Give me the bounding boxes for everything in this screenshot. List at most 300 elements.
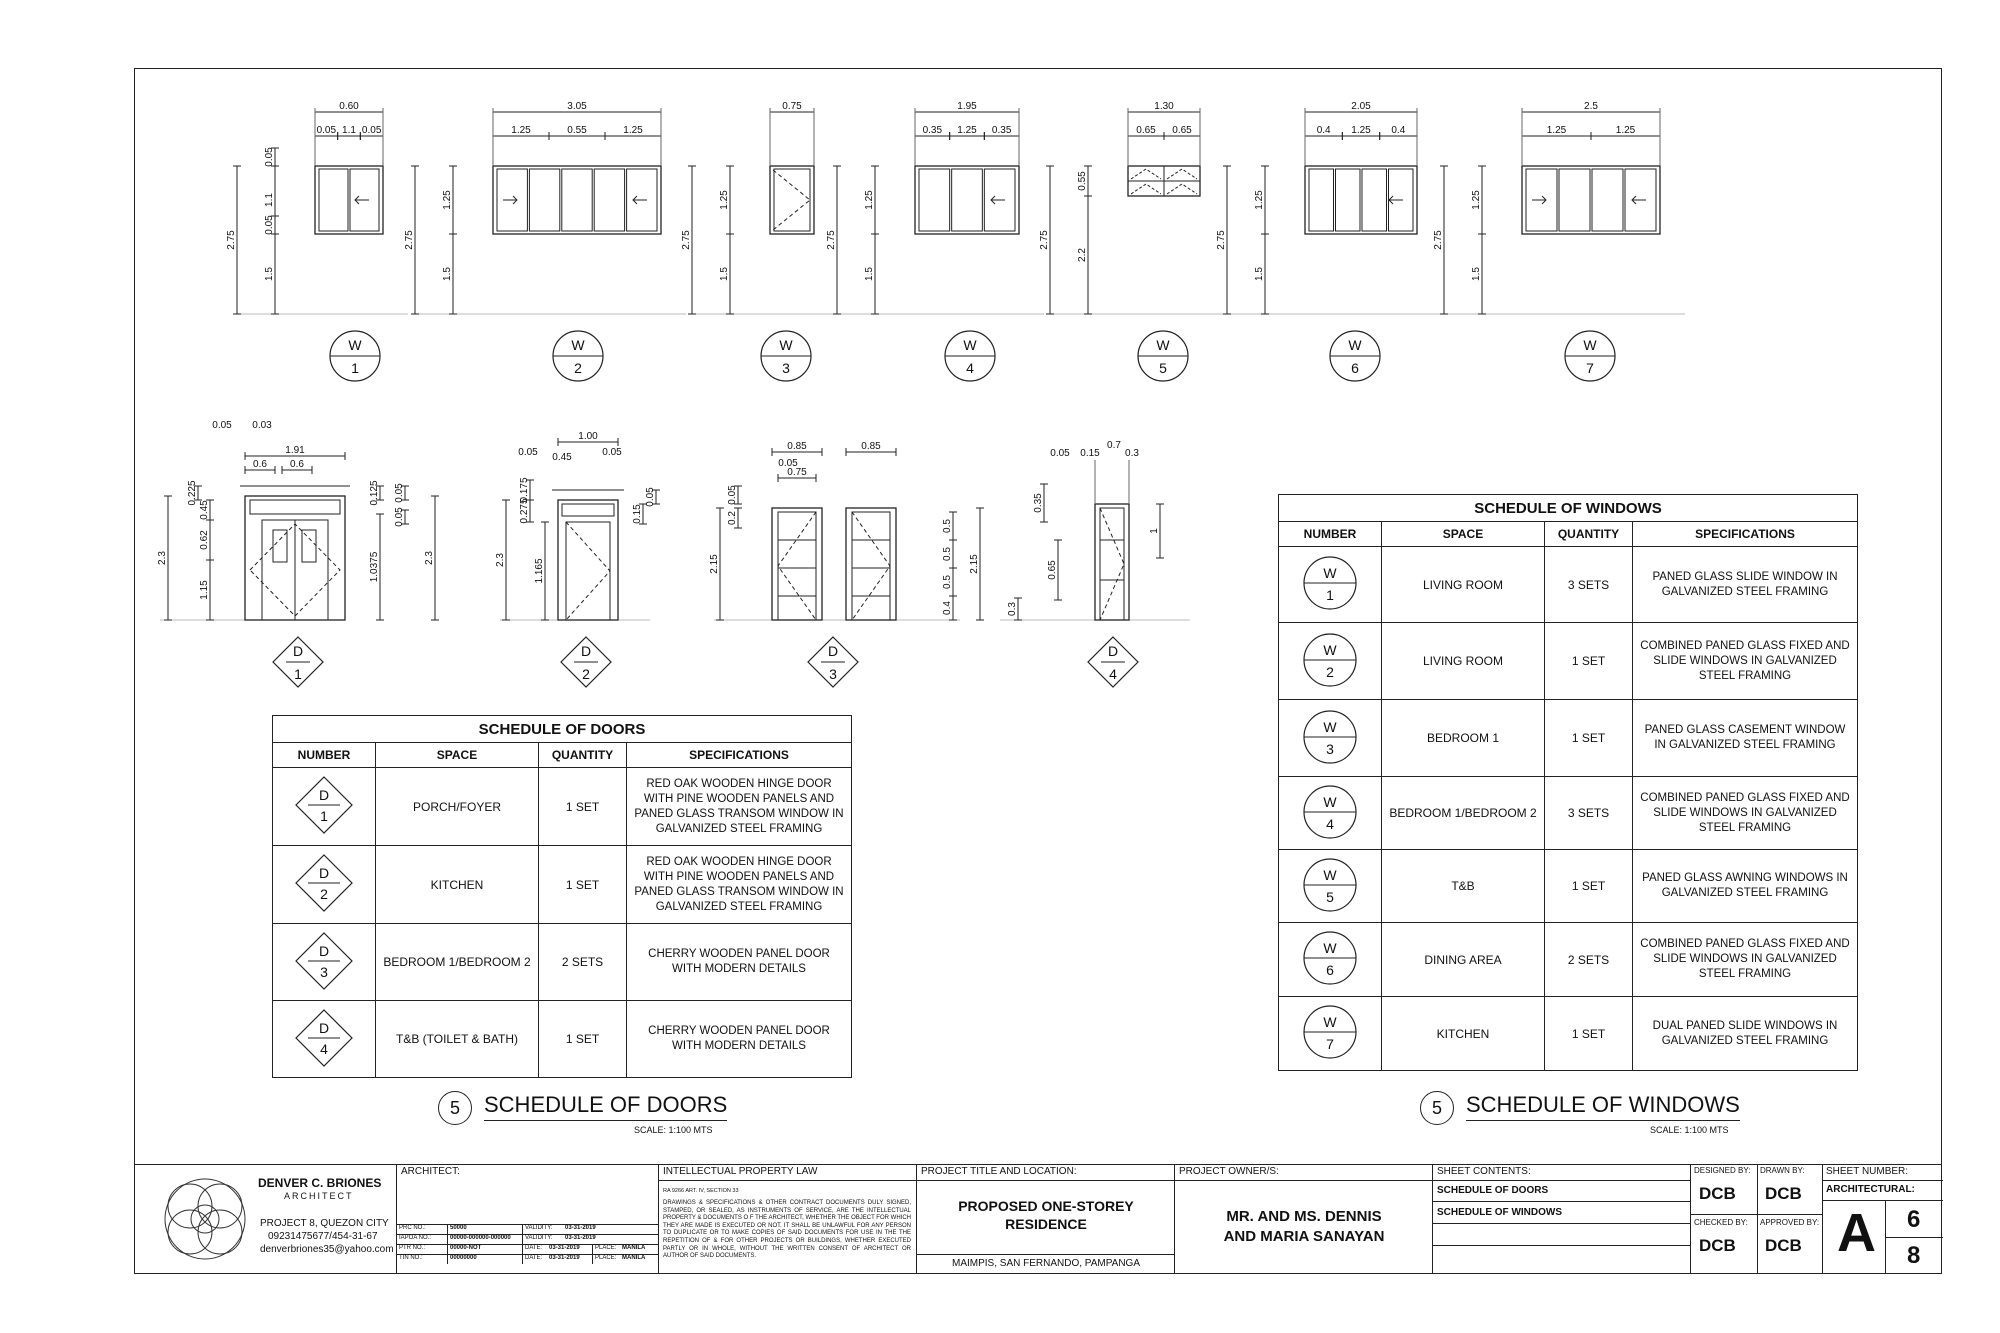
door-leaf xyxy=(852,512,890,620)
architect-address: PROJECT 8, QUEZON CITY xyxy=(260,1218,389,1229)
door-elevation-d4 xyxy=(1000,440,1190,620)
dimension-label: 1.25 xyxy=(623,125,643,136)
door-spec: RED OAK WOODEN HINGE DOOR WITH PINE WOODEN PANELS AND PANED GLASS TRANSOM WINDOW IN GALVANIZED STEEL FRAMING xyxy=(627,768,852,846)
window-quantity: 3 SETS xyxy=(1545,547,1633,623)
window-quantity: 1 SET xyxy=(1545,850,1633,923)
dimension-label: 2.2 xyxy=(1077,248,1088,262)
detail-number: 5 xyxy=(1420,1091,1454,1125)
window-pane xyxy=(319,169,348,231)
project-owners xyxy=(1174,1164,1432,1274)
sheet-contents xyxy=(1432,1164,1690,1274)
window-pane xyxy=(952,169,983,231)
window-pane xyxy=(1362,169,1387,231)
door-mark-d2 xyxy=(294,853,354,913)
license-value: 00000-000000-000000 xyxy=(450,1235,511,1241)
dimension-label: 1 xyxy=(1149,528,1160,534)
mark-number: 2 xyxy=(574,360,582,376)
dimension-label: 0.05 xyxy=(518,447,538,458)
dimension-label: 0.85 xyxy=(861,441,881,452)
dimension-label: 0.05 xyxy=(264,215,275,235)
windows-caption-title: SCHEDULE OF WINDOWS xyxy=(1466,1092,1740,1121)
drawn-by: DCB xyxy=(1765,1184,1802,1203)
window-frame xyxy=(770,166,814,234)
license-value: MANILA xyxy=(622,1255,646,1261)
slide-arrow xyxy=(991,196,1005,204)
dimension-label: 0.225 xyxy=(187,480,198,506)
door-leaf xyxy=(566,522,610,620)
dimension-label: 2.75 xyxy=(404,230,415,250)
doors-header-specifications: SPECIFICATIONS xyxy=(627,743,852,768)
dimension-label: 1.30 xyxy=(1154,101,1174,112)
license-key: PLACE: xyxy=(595,1255,617,1261)
dimension-label: 0.65 xyxy=(1172,125,1192,136)
svg-text:W: W xyxy=(1323,718,1337,735)
door-quantity: 1 SET xyxy=(539,1001,627,1078)
doors-header-quantity: QUANTITY xyxy=(539,743,627,768)
license-value: 03-31-2019 xyxy=(565,1235,596,1241)
dimension-label: 2.3 xyxy=(424,551,435,565)
dimension-label: 0.75 xyxy=(787,467,807,478)
dimension-label: 0.5 xyxy=(942,519,953,533)
doors-header-number: NUMBER xyxy=(273,743,376,768)
door-space: KITCHEN xyxy=(376,846,539,924)
door-space: BEDROOM 1/BEDROOM 2 xyxy=(376,924,539,1001)
checked-by: DCB xyxy=(1699,1236,1736,1255)
dimension-label: 0.55 xyxy=(1077,171,1088,191)
table-row xyxy=(1279,850,1858,923)
window-mark-cell xyxy=(1279,700,1382,777)
dimension-label: 0.2 xyxy=(727,511,738,525)
window-mark xyxy=(553,331,603,381)
window-mark xyxy=(1138,331,1188,381)
door-space: T&B (TOILET & BATH) xyxy=(376,1001,539,1078)
dimension-label: 0.4 xyxy=(942,601,953,615)
mark-number: 4 xyxy=(966,360,974,376)
architect-logo xyxy=(150,1166,260,1272)
svg-text:3: 3 xyxy=(1326,740,1334,757)
dimension-label: 1.25 xyxy=(1615,125,1636,136)
window-pane xyxy=(1559,169,1590,231)
dimension-label: 1.15 xyxy=(199,580,210,600)
mark-letter: D xyxy=(827,643,839,659)
svg-text:6: 6 xyxy=(1326,962,1334,978)
svg-text:4: 4 xyxy=(320,1040,328,1057)
svg-text:D: D xyxy=(318,942,330,959)
drawn-by-label: DRAWN BY: xyxy=(1760,1166,1805,1175)
slide-arrow xyxy=(1632,196,1646,204)
license-value: MANILA xyxy=(622,1245,646,1251)
architect-license xyxy=(396,1164,658,1274)
window-space: LIVING ROOM xyxy=(1382,623,1545,700)
dimension-label: 1.25 xyxy=(511,125,531,136)
door-glass xyxy=(302,530,316,562)
door-swing xyxy=(852,512,890,620)
dimension-label: 1.165 xyxy=(534,558,545,584)
dimension-label: 0.65 xyxy=(1047,560,1058,580)
dimension-label: 1.25 xyxy=(719,190,730,210)
slide-arrow xyxy=(503,196,517,204)
dimension-label: 1.5 xyxy=(1471,267,1482,281)
dimension-label: 0.6 xyxy=(253,459,267,470)
architect-info xyxy=(134,1164,396,1274)
window-mark-cell xyxy=(1279,547,1382,623)
doors-schedule-title: SCHEDULE OF DOORS xyxy=(273,716,852,743)
window-quantity: 1 SET xyxy=(1545,700,1633,777)
dimension-label: 1.5 xyxy=(719,267,730,281)
dimension-label: 0.05 xyxy=(602,447,622,458)
license-value: 00000-NOT xyxy=(450,1245,482,1251)
dimension-label: 0.3 xyxy=(1125,448,1139,459)
door-mark-cell xyxy=(273,846,376,924)
dimension-label: 0.05 xyxy=(727,485,738,505)
dimension-label: 0.05 xyxy=(394,507,405,527)
dimension-label: 2.75 xyxy=(226,230,237,250)
sheet-total: 8 xyxy=(1907,1242,1921,1269)
dimension-label: 1.5 xyxy=(264,267,275,281)
mark-number: 5 xyxy=(1159,360,1167,376)
sheet-letter: A xyxy=(1837,1203,1876,1263)
dimension-label: 2.05 xyxy=(1351,101,1371,112)
mark-letter: W xyxy=(348,337,362,353)
dimension-label: 2.15 xyxy=(969,554,980,574)
license-key: PTR NO.: xyxy=(399,1245,426,1251)
architect-name: DENVER C. BRIONES xyxy=(258,1176,382,1190)
dimension-label: 0.05 xyxy=(1050,448,1070,459)
door-mark xyxy=(808,637,858,687)
windows-header-space: SPACE xyxy=(1382,522,1545,547)
awning-swing xyxy=(1167,169,1197,179)
window-spec: PANED GLASS AWNING WINDOWS IN GALVANIZED STEEL FRAMING xyxy=(1633,850,1858,923)
intellectual-property xyxy=(658,1164,916,1274)
dimension-label: 0.85 xyxy=(787,441,807,452)
sheet-number xyxy=(1822,1164,1942,1274)
svg-text:7: 7 xyxy=(1326,1036,1334,1052)
window-elevation-w1 xyxy=(226,101,408,381)
transom-window xyxy=(250,500,340,514)
door-quantity: 1 SET xyxy=(539,768,627,846)
mark-number: 6 xyxy=(1351,360,1359,376)
license-key: IAPOA NO.: xyxy=(399,1235,432,1241)
checked-by-label: CHECKED BY: xyxy=(1694,1218,1748,1227)
window-mark xyxy=(761,331,811,381)
dimension-label: 0.60 xyxy=(339,101,359,112)
window-space: BEDROOM 1/BEDROOM 2 xyxy=(1382,777,1545,850)
table-row xyxy=(1279,700,1858,777)
window-pane xyxy=(562,169,592,231)
svg-text:1: 1 xyxy=(320,808,328,824)
sheet-number-label: SHEET NUMBER: xyxy=(1826,1166,1909,1177)
schedule-of-doors-table xyxy=(272,715,852,1078)
mark-number: 3 xyxy=(782,360,790,376)
license-value: 03-31-2019 xyxy=(549,1245,580,1251)
window-quantity: 3 SETS xyxy=(1545,777,1633,850)
door-mark xyxy=(273,637,323,687)
title-block xyxy=(134,1164,1942,1274)
dimension-label: 0.75 xyxy=(782,101,802,112)
door-mark-d1 xyxy=(294,775,354,835)
door-elevation-d2 xyxy=(495,431,660,620)
contents-item-2: SCHEDULE OF WINDOWS xyxy=(1437,1207,1562,1218)
contents-item-1: SCHEDULE OF DOORS xyxy=(1437,1185,1549,1196)
dimension-label: 0.6 xyxy=(290,459,304,470)
dimension-label: 0.5 xyxy=(942,547,953,561)
dimension-label: 1.95 xyxy=(957,101,977,112)
dimension-label: 0.125 xyxy=(369,480,380,506)
svg-text:D: D xyxy=(318,787,330,803)
license-key: PRC NO.: xyxy=(399,1225,426,1231)
window-pane xyxy=(594,169,624,231)
svg-text:W: W xyxy=(1323,866,1337,883)
dimension-label: 1.25 xyxy=(864,190,875,210)
window-elevation-w6 xyxy=(1216,101,1442,381)
architect-label: ARCHITECT: xyxy=(401,1166,460,1177)
ip-text: DRAWINGS & SPECIFICATIONS & OTHER CONTRACT DOCUMENTS DULY SIGNED, STAMPED, OR SEALED, AS INSTRUMENTS OF SERVICE, ARE THE INTELLECTUAL PROPERTY & DOCUMENTS O F THE ARCHITECT, WHETHER THE OBJECT FOR WHICH THEY ARE MADE IS EXECUTED OR NOT. IT SHALL BE UNLAWFUL FOR ANY PERSON TO DUPLICATE OR TO MAKE COPIES OF SAID DOCUMENTS FOR USE IN THE THE REPETITION OF & FOR OTHER PROJECTS OR BUILDINGS, WHETHER EXECUTED PARTLY OR IN WHOLE, WITHOUT THE WRITTEN CONSENT OF ARCHITECT OR AUTHOR OF SAID DOCUMENTS. xyxy=(663,1200,911,1260)
door-quantity: 2 SETS xyxy=(539,924,627,1001)
door-elevation-d3 xyxy=(709,441,984,620)
dimension-label: 0.15 xyxy=(632,504,643,524)
windows-header-quantity: QUANTITY xyxy=(1545,522,1633,547)
transom-window xyxy=(562,504,614,516)
window-spec: COMBINED PANED GLASS FIXED AND SLIDE WINDOWS IN GALVANIZED STEEL FRAMING xyxy=(1633,623,1858,700)
awning-swing xyxy=(1131,169,1161,179)
door-leaf xyxy=(1100,508,1124,620)
mark-letter: W xyxy=(1583,337,1597,353)
window-mark-cell xyxy=(1279,923,1382,997)
door-elevation-d1 xyxy=(157,420,439,620)
dimension-label: 2.75 xyxy=(826,230,837,250)
dimension-label: 1.0375 xyxy=(369,551,380,583)
door-elevations xyxy=(157,420,1190,687)
door-leaf xyxy=(778,512,816,620)
door-frame xyxy=(558,500,618,620)
sheet-discipline: ARCHITECTURAL: xyxy=(1826,1184,1915,1195)
owner-line1: MR. AND MS. DENNIS xyxy=(1226,1208,1382,1225)
dimension-label: 0.05 xyxy=(361,125,382,136)
svg-text:5: 5 xyxy=(1326,888,1334,905)
door-swing xyxy=(566,522,610,620)
dimension-label: 1.1 xyxy=(342,125,356,136)
window-mark-w1 xyxy=(1301,554,1359,612)
dimension-label: 0.45 xyxy=(552,452,572,463)
table-row xyxy=(1279,777,1858,850)
awning-swing xyxy=(1131,184,1161,194)
mark-letter: D xyxy=(580,643,592,659)
dimension-label: 0.05 xyxy=(264,147,275,167)
dimension-label: 1.25 xyxy=(1471,190,1482,210)
dimension-label: 0.05 xyxy=(394,483,405,503)
license-key: DATE: xyxy=(525,1245,543,1251)
svg-text:W: W xyxy=(1323,565,1337,581)
owner-label: PROJECT OWNER/S: xyxy=(1179,1166,1279,1177)
doors-caption-title: SCHEDULE OF DOORS xyxy=(484,1092,727,1121)
dimension-label: 0.62 xyxy=(199,530,210,550)
dimension-label: 0.4 xyxy=(1391,125,1406,136)
svg-text:D: D xyxy=(318,865,330,881)
dimension-label: 2.3 xyxy=(157,551,168,565)
slide-arrow xyxy=(633,196,647,204)
table-row xyxy=(1279,623,1858,700)
dimension-label: 0.45 xyxy=(199,500,210,520)
dimension-label: 2.75 xyxy=(681,230,692,250)
dimension-label: 0.55 xyxy=(567,125,587,136)
doors-header-space: SPACE xyxy=(376,743,539,768)
window-mark-w2 xyxy=(1301,631,1359,689)
window-elevation-w5 xyxy=(1039,101,1225,381)
window-spec: PANED GLASS CASEMENT WINDOW IN GALVANIZED STEEL FRAMING xyxy=(1633,700,1858,777)
svg-text:W: W xyxy=(1323,641,1337,658)
window-spec: COMBINED PANED GLASS FIXED AND SLIDE WINDOWS IN GALVANIZED STEEL FRAMING xyxy=(1633,777,1858,850)
window-mark-w3 xyxy=(1301,708,1359,766)
svg-text:W: W xyxy=(1323,793,1337,810)
dimension-label: 2.15 xyxy=(709,554,720,574)
mark-number: 1 xyxy=(351,360,359,376)
mark-number: 2 xyxy=(582,666,590,682)
mark-letter: D xyxy=(292,643,304,659)
project-label: PROJECT TITLE AND LOCATION: xyxy=(921,1166,1077,1177)
door-mark xyxy=(561,637,611,687)
mark-letter: W xyxy=(1348,337,1362,353)
table-row xyxy=(273,1001,852,1078)
table-row xyxy=(273,768,852,846)
mark-letter: W xyxy=(1156,337,1170,353)
awning-swing xyxy=(1167,184,1197,194)
window-pane xyxy=(1592,169,1623,231)
license-value: 03-31-2019 xyxy=(549,1255,580,1261)
slide-arrow xyxy=(1532,196,1546,204)
window-quantity: 1 SET xyxy=(1545,997,1633,1071)
window-pane xyxy=(529,169,559,231)
door-mark-d3 xyxy=(294,931,354,991)
mark-number: 1 xyxy=(294,666,302,682)
dimension-label: 1.25 xyxy=(1254,190,1265,210)
window-quantity: 2 SETS xyxy=(1545,923,1633,997)
schedule-of-windows-table xyxy=(1278,494,1858,1071)
window-space: DINING AREA xyxy=(1382,923,1545,997)
approved-by: DCB xyxy=(1765,1236,1802,1255)
dimension-label: 2.75 xyxy=(1039,230,1050,250)
window-mark-w5 xyxy=(1301,856,1359,914)
dimension-label: 1.25 xyxy=(1546,125,1567,136)
table-row xyxy=(273,924,852,1001)
mark-letter: W xyxy=(779,337,793,353)
architect-email: denverbriones35@yahoo.com xyxy=(260,1244,394,1255)
dimension-label: 1.1 xyxy=(264,193,275,207)
dimension-label: 0.35 xyxy=(922,125,943,136)
architect-phone: 09231475677/454-31-67 xyxy=(268,1231,378,1242)
dimension-label: 0.3 xyxy=(1007,602,1018,616)
svg-text:2: 2 xyxy=(320,886,328,902)
dimension-label: 1.25 xyxy=(957,125,977,136)
svg-text:1: 1 xyxy=(1326,587,1334,603)
window-mark xyxy=(1565,331,1615,381)
architect-role: ARCHITECT xyxy=(284,1191,354,1201)
license-key: VALIDITY: xyxy=(525,1235,553,1241)
dimension-label: 0.5 xyxy=(942,575,953,589)
door-swing xyxy=(1100,508,1124,620)
mark-number: 7 xyxy=(1586,360,1594,376)
dimension-label: 2.3 xyxy=(495,553,506,567)
window-mark-cell xyxy=(1279,850,1382,923)
window-pane xyxy=(774,169,810,231)
door-swing xyxy=(778,512,816,620)
door-mark-cell xyxy=(273,768,376,846)
window-space: BEDROOM 1 xyxy=(1382,700,1545,777)
svg-text:W: W xyxy=(1323,940,1337,956)
window-spec: PANED GLASS SLIDE WINDOW IN GALVANIZED STEEL FRAMING xyxy=(1633,547,1858,623)
svg-text:W: W xyxy=(1323,1014,1337,1030)
dimension-label: 0.05 xyxy=(645,487,656,507)
window-elevation-w2 xyxy=(404,101,686,381)
window-elevation-w7 xyxy=(1433,101,1685,381)
window-mark-cell xyxy=(1279,777,1382,850)
slide-arrow xyxy=(355,196,369,204)
license-key: TIN NO.: xyxy=(399,1255,423,1261)
window-mark-w6 xyxy=(1301,929,1359,987)
ip-label: INTELLECTUAL PROPERTY LAW xyxy=(663,1166,818,1177)
dimension-label: 0.65 xyxy=(1136,125,1156,136)
mark-number: 4 xyxy=(1109,666,1117,682)
dimension-label: 0.275 xyxy=(519,498,530,524)
window-mark xyxy=(330,331,380,381)
dimension-label: 1.5 xyxy=(442,267,453,281)
dimension-label: 1.91 xyxy=(285,445,305,456)
windows-caption-scale: SCALE: 1:100 MTS xyxy=(1650,1125,1729,1135)
dimension-label: 0.35 xyxy=(1033,493,1044,513)
svg-text:D: D xyxy=(318,1019,330,1036)
door-mark-cell xyxy=(273,924,376,1001)
owner-line2: AND MARIA SANAYAN xyxy=(1223,1228,1385,1245)
window-mark xyxy=(1330,331,1380,381)
slide-arrow xyxy=(1389,196,1403,204)
table-row xyxy=(1279,923,1858,997)
door-quantity: 1 SET xyxy=(539,846,627,924)
dimension-label: 0.175 xyxy=(519,477,530,503)
mark-number: 3 xyxy=(829,666,837,682)
windows-header-specifications: SPECIFICATIONS xyxy=(1633,522,1858,547)
window-pane xyxy=(1309,169,1334,231)
designed-by: DCB xyxy=(1699,1184,1736,1203)
table-row xyxy=(273,846,852,924)
dimension-label: 0.05 xyxy=(778,458,798,469)
window-pane xyxy=(919,169,950,231)
mark-letter: D xyxy=(1107,643,1119,659)
license-key: PLACE: xyxy=(595,1245,617,1251)
window-frame xyxy=(315,166,383,234)
license-value: 50000 xyxy=(450,1225,467,1231)
contents-label: SHEET CONTENTS: xyxy=(1437,1166,1531,1177)
table-row xyxy=(1279,547,1858,623)
door-spec: RED OAK WOODEN HINGE DOOR WITH PINE WOODEN PANELS AND PANED GLASS TRANSOM WINDOW IN GALVANIZED STEEL FRAMING xyxy=(627,846,852,924)
designed-by-label: DESIGNED BY: xyxy=(1694,1166,1751,1175)
dimension-label: 1.5 xyxy=(1254,267,1265,281)
project-title-line1: PROPOSED ONE-STOREY xyxy=(958,1198,1134,1214)
doors-caption-scale: SCALE: 1:100 MTS xyxy=(634,1125,713,1135)
windows-schedule-title: SCHEDULE OF WINDOWS xyxy=(1279,495,1858,522)
detail-number: 5 xyxy=(438,1091,472,1125)
door-space: PORCH/FOYER xyxy=(376,768,539,846)
dimension-label: 1.25 xyxy=(1351,125,1371,136)
dimension-label: 3.05 xyxy=(567,101,587,112)
door-mark-cell xyxy=(273,1001,376,1078)
dimension-label: 0.7 xyxy=(1107,440,1121,451)
table-row xyxy=(1279,997,1858,1071)
window-space: T&B xyxy=(1382,850,1545,923)
window-mark-cell xyxy=(1279,623,1382,700)
svg-text:3: 3 xyxy=(320,963,328,980)
window-pane xyxy=(1336,169,1361,231)
license-key: DATE: xyxy=(525,1255,543,1261)
sheet-index: 6 xyxy=(1907,1206,1921,1233)
